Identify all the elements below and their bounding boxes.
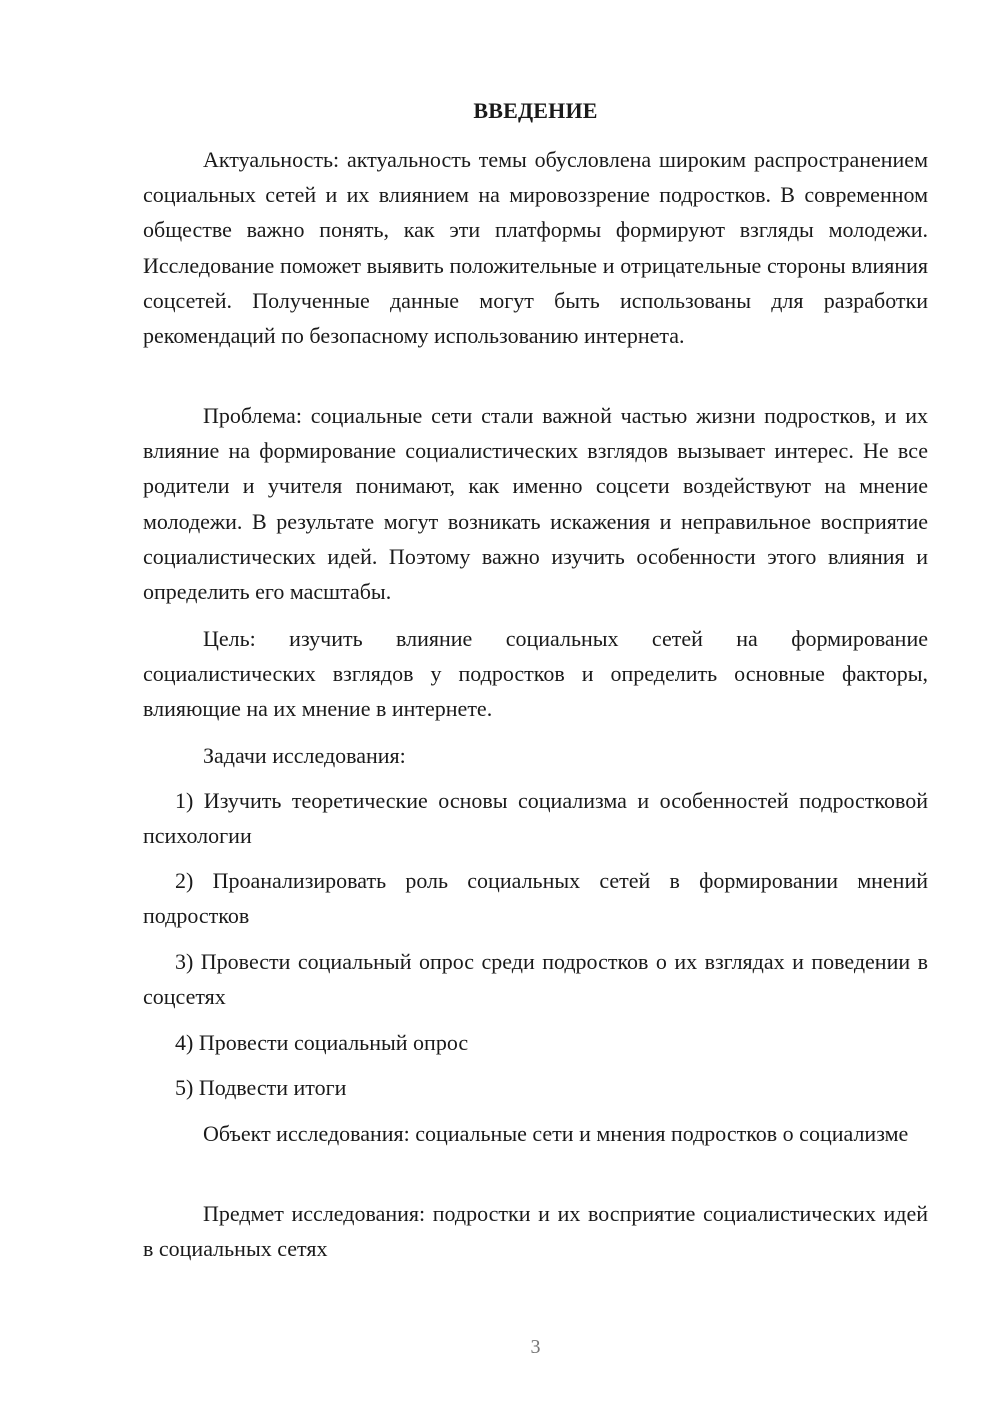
subject-paragraph: Предмет исследования: подростки и их восприятие социалистических идей в социальных сетях — [143, 1201, 928, 1262]
task-item: 4) Провести социальный опрос — [175, 1030, 469, 1055]
problem-paragraph: Проблема: социальные сети стали важной частью жизни подростков, и их влияние на формирование социалистических взглядов вызывает интерес. Не все родители и учителя понимают, как именно соцсети воздействуют на мнение молодежи. В результате могут возникать искажения и неправильное восприятие социалистических идей. Поэтому важно изучить особенности этого влияния и определить его масштабы. — [143, 403, 928, 605]
task-item: 5) Подвести итоги — [175, 1075, 347, 1100]
object-paragraph: Объект исследования: социальные сети и мнения подростков о социализме — [203, 1121, 909, 1146]
relevance-paragraph: Актуальность: актуальность темы обусловлена широким распространением социальных сетей и их влиянием на мировоззрение подростков. В современном обществе важно понять, как эти платформы формируют взгляды молодежи. Исследование поможет выявить положительные и отрицательные стороны влияния соцсетей. Полученные данные могут быть использованы для разработки рекомендаций по безопасному использованию интернета. — [143, 147, 928, 349]
task-item: 3) Провести социальный опрос среди подростков о их взглядах и поведении в соцсетях — [143, 949, 928, 1010]
tasks-heading: Задачи исследования: — [203, 743, 406, 768]
document-page — [143, 0, 928, 1414]
page-number: 3 — [530, 1336, 541, 1358]
goal-paragraph: Цель: изучить влияние социальных сетей на формирование социалистических взглядов у подростков и определить основные факторы, влияющие на их мнение в интернете. — [143, 626, 928, 722]
task-item: 1) Изучить теоретические основы социализма и особенностей подростковой психологии — [143, 788, 928, 849]
task-item: 2) Проанализировать роль социальных сетей в формировании мнений подростков — [143, 868, 928, 929]
page-title: ВВЕДЕНИЕ — [473, 98, 598, 123]
